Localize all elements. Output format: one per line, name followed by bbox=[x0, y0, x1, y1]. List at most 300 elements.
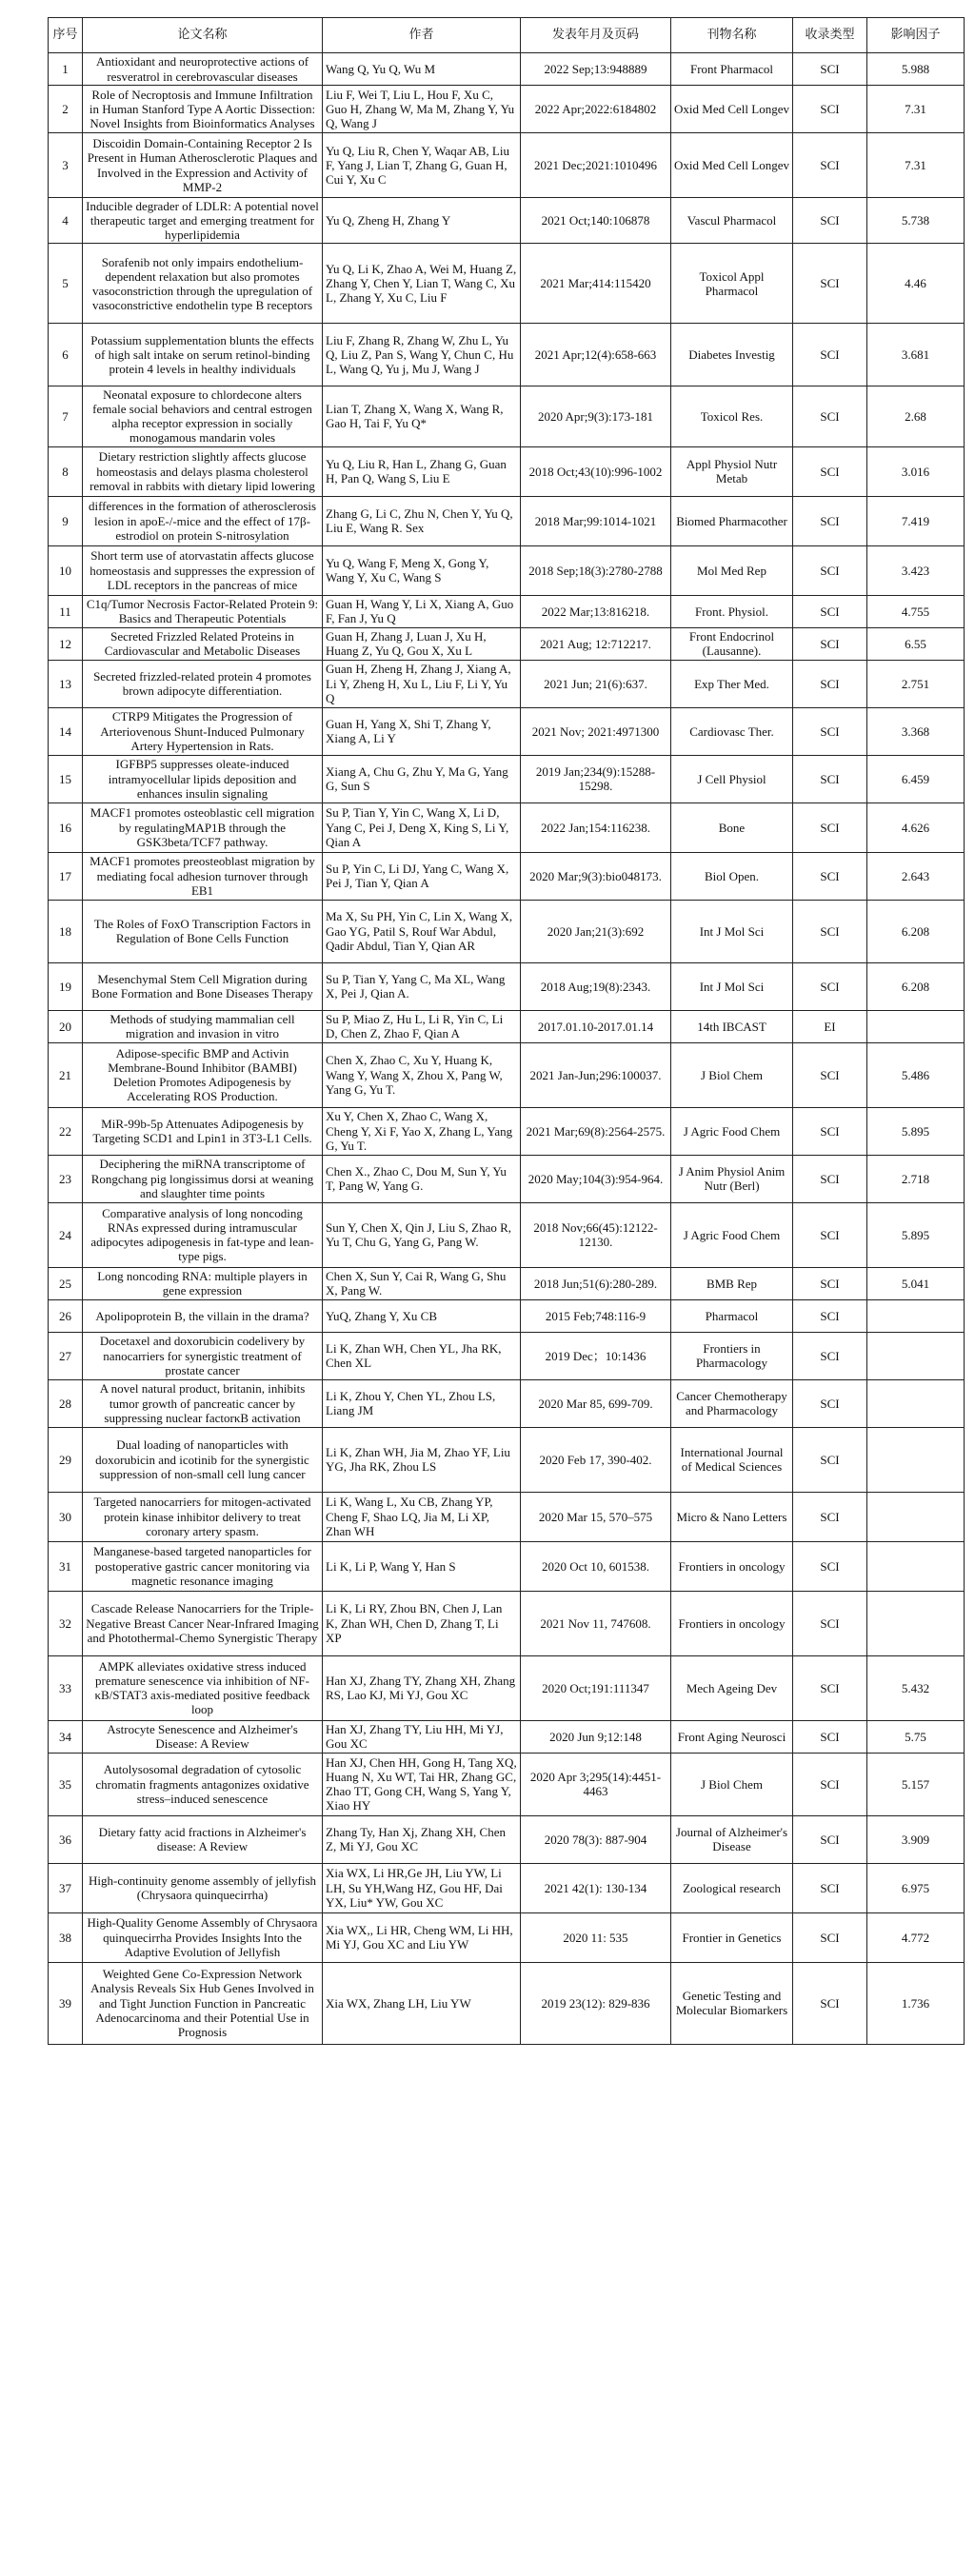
cell-no: 34 bbox=[49, 1720, 83, 1753]
table-row bbox=[49, 1107, 965, 1155]
table-row bbox=[49, 1379, 965, 1427]
cell-title: The Roles of FoxO Transcription Factors in Regulation of Bone Cells Function bbox=[83, 900, 323, 962]
cell-title: Docetaxel and doxorubicin codelivery by nanocarriers for synergistic treatment of prostate cancer bbox=[83, 1332, 323, 1379]
cell-authors: Lian T, Zhang X, Wang X, Wang R, Gao H, Tai F, Yu Q* bbox=[323, 386, 521, 446]
cell-journal: Int J Mol Sci bbox=[671, 900, 793, 962]
cell-authors: Sun Y, Chen X, Qin J, Liu S, Zhao R, Yu T, Chu G, Yang G, Pang W. bbox=[323, 1202, 521, 1267]
table-row bbox=[49, 1753, 965, 1815]
cell-title: Role of Necroptosis and Immune Infiltration in Human Stanford Type A Aortic Dissection: Novel Insights from Bioinformatics Analyses bbox=[83, 86, 323, 133]
cell-type: SCI bbox=[793, 446, 867, 496]
cell-title: Comparative analysis of long noncoding RNAs expressed during intramuscular adipocytes adipogenesis in fat-type and lean-type pigs. bbox=[83, 1202, 323, 1267]
cell-authors: Li K, Wang L, Xu CB, Zhang YP, Cheng F, Shao LQ, Jia M, Li XP, Zhan WH bbox=[323, 1492, 521, 1541]
cell-impact: 3.909 bbox=[867, 1815, 965, 1863]
cell-authors: Chen X, Zhao C, Xu Y, Huang K, Wang Y, Wang X, Zhou X, Pang W, Yang G, Yu T. bbox=[323, 1042, 521, 1107]
cell-title: Weighted Gene Co-Expression Network Analysis Reveals Six Hub Genes Involved in and Tight Junction Function in Pancreatic Adenocarcinoma and their Potential Use in Prognosis bbox=[83, 1962, 323, 2044]
cell-type: SCI bbox=[793, 1815, 867, 1863]
cell-authors: Guan H, Wang Y, Li X, Xiang A, Guo F, Fan J, Yu Q bbox=[323, 595, 521, 627]
cell-impact: 6.459 bbox=[867, 755, 965, 803]
cell-type: SCI bbox=[793, 1155, 867, 1202]
cell-date: 2018 Aug;19(8):2343. bbox=[521, 962, 671, 1010]
cell-journal: Frontier in Genetics bbox=[671, 1912, 793, 1962]
table-row bbox=[49, 133, 965, 198]
cell-no: 1 bbox=[49, 53, 83, 86]
cell-no: 6 bbox=[49, 324, 83, 386]
cell-impact: 2.643 bbox=[867, 852, 965, 900]
cell-type: SCI bbox=[793, 1591, 867, 1655]
cell-journal: Oxid Med Cell Longev bbox=[671, 86, 793, 133]
table-row bbox=[49, 627, 965, 660]
cell-type: SCI bbox=[793, 1753, 867, 1815]
cell-title: Cascade Release Nanocarriers for the Triple-Negative Breast Cancer Near-Infrared Imaging and Photothermal-Chemo Synergistic Therapy bbox=[83, 1591, 323, 1655]
cell-impact: 4.772 bbox=[867, 1912, 965, 1962]
cell-type: SCI bbox=[793, 244, 867, 324]
cell-date: 2022 Jan;154:116238. bbox=[521, 803, 671, 852]
table-row bbox=[49, 1541, 965, 1591]
table-row bbox=[49, 1655, 965, 1720]
cell-date: 2020 Jan;21(3):692 bbox=[521, 900, 671, 962]
table-row bbox=[49, 1042, 965, 1107]
cell-journal: Diabetes Investig bbox=[671, 324, 793, 386]
cell-no: 13 bbox=[49, 660, 83, 707]
cell-date: 2020 Mar;9(3):bio048173. bbox=[521, 852, 671, 900]
header-row bbox=[49, 18, 965, 53]
table-row bbox=[49, 755, 965, 803]
header-type: 收录类型 bbox=[793, 18, 867, 53]
cell-impact: 7.31 bbox=[867, 133, 965, 198]
header-title: 论文名称 bbox=[83, 18, 323, 53]
cell-date: 2019 Jan;234(9):15288-15298. bbox=[521, 755, 671, 803]
cell-impact bbox=[867, 1332, 965, 1379]
table-row bbox=[49, 1492, 965, 1541]
cell-authors: Li K, Zhan WH, Jia M, Zhao YF, Liu YG, Jha RK, Zhou LS bbox=[323, 1427, 521, 1492]
table-row bbox=[49, 1962, 965, 2044]
cell-authors: Su P, Yin C, Li DJ, Yang C, Wang X, Pei J, Tian Y, Qian A bbox=[323, 852, 521, 900]
cell-impact: 5.486 bbox=[867, 1042, 965, 1107]
cell-journal: Cancer Chemotherapy and Pharmacology bbox=[671, 1379, 793, 1427]
table-row bbox=[49, 962, 965, 1010]
cell-no: 2 bbox=[49, 86, 83, 133]
cell-authors: Yu Q, Zheng H, Zhang Y bbox=[323, 198, 521, 244]
cell-no: 20 bbox=[49, 1010, 83, 1042]
table-row bbox=[49, 660, 965, 707]
cell-type: SCI bbox=[793, 755, 867, 803]
cell-impact: 5.895 bbox=[867, 1202, 965, 1267]
table-row bbox=[49, 1155, 965, 1202]
table-row bbox=[49, 198, 965, 244]
cell-title: Mesenchymal Stem Cell Migration during Bone Formation and Bone Diseases Therapy bbox=[83, 962, 323, 1010]
cell-impact: 4.626 bbox=[867, 803, 965, 852]
table-row bbox=[49, 1720, 965, 1753]
cell-type: SCI bbox=[793, 86, 867, 133]
table-row bbox=[49, 1267, 965, 1299]
table-row bbox=[49, 53, 965, 86]
cell-date: 2015 Feb;748:116-9 bbox=[521, 1299, 671, 1332]
table-row bbox=[49, 386, 965, 446]
cell-impact bbox=[867, 1541, 965, 1591]
cell-type: SCI bbox=[793, 595, 867, 627]
cell-type: SCI bbox=[793, 545, 867, 595]
cell-title: Long noncoding RNA: multiple players in gene expression bbox=[83, 1267, 323, 1299]
cell-no: 28 bbox=[49, 1379, 83, 1427]
cell-date: 2018 Nov;66(45):12122-12130. bbox=[521, 1202, 671, 1267]
cell-authors: Liu F, Zhang R, Zhang W, Zhu L, Yu Q, Liu Z, Pan S, Wang Y, Chun C, Hu L, Wang Q, Yu j, Mu J, Wang J bbox=[323, 324, 521, 386]
cell-type: SCI bbox=[793, 627, 867, 660]
cell-journal: Front Endocrinol (Lausanne). bbox=[671, 627, 793, 660]
cell-no: 25 bbox=[49, 1267, 83, 1299]
cell-journal: Exp Ther Med. bbox=[671, 660, 793, 707]
table-row bbox=[49, 545, 965, 595]
cell-date: 2021 42(1): 130-134 bbox=[521, 1863, 671, 1912]
cell-journal: J Cell Physiol bbox=[671, 755, 793, 803]
cell-title: differences in the formation of atherosclerosis lesion in apoE-/-mice and the effect of 17β-estrodiol on protein S-nitrosylation bbox=[83, 496, 323, 545]
cell-title: Inducible degrader of LDLR: A potential novel therapeutic target and emerging treatment for hyperlipidemia bbox=[83, 198, 323, 244]
cell-no: 35 bbox=[49, 1753, 83, 1815]
table-row bbox=[49, 496, 965, 545]
cell-no: 38 bbox=[49, 1912, 83, 1962]
cell-date: 2021 Jan-Jun;296:100037. bbox=[521, 1042, 671, 1107]
cell-impact: 5.988 bbox=[867, 53, 965, 86]
cell-impact: 6.55 bbox=[867, 627, 965, 660]
cell-title: Dietary fatty acid fractions in Alzheimer's disease: A Review bbox=[83, 1815, 323, 1863]
cell-no: 14 bbox=[49, 707, 83, 755]
cell-date: 2021 Jun; 21(6):637. bbox=[521, 660, 671, 707]
cell-title: Adipose-specific BMP and Activin Membrane-Bound Inhibitor (BAMBI) Deletion Promotes Adipogenesis by Accelerating ROS Production. bbox=[83, 1042, 323, 1107]
table-row bbox=[49, 595, 965, 627]
cell-type: SCI bbox=[793, 1863, 867, 1912]
cell-impact: 2.751 bbox=[867, 660, 965, 707]
cell-authors: Guan H, Zheng H, Zhang J, Xiang A, Li Y, Zheng H, Xu L, Liu F, Li Y, Yu Q bbox=[323, 660, 521, 707]
cell-no: 24 bbox=[49, 1202, 83, 1267]
cell-title: Potassium supplementation blunts the effects of high salt intake on serum retinol-binding protein 4 levels in healthy individuals bbox=[83, 324, 323, 386]
cell-journal: Appl Physiol Nutr Metab bbox=[671, 446, 793, 496]
cell-authors: Su P, Tian Y, Yang C, Ma XL, Wang X, Pei J, Qian A. bbox=[323, 962, 521, 1010]
cell-impact: 5.75 bbox=[867, 1720, 965, 1753]
cell-journal: Genetic Testing and Molecular Biomarkers bbox=[671, 1962, 793, 2044]
cell-journal: Mol Med Rep bbox=[671, 545, 793, 595]
table-row bbox=[49, 803, 965, 852]
table-body bbox=[49, 53, 965, 2045]
cell-authors: Yu Q, Wang F, Meng X, Gong Y, Wang Y, Xu C, Wang S bbox=[323, 545, 521, 595]
cell-journal: J Biol Chem bbox=[671, 1753, 793, 1815]
cell-title: Targeted nanocarriers for mitogen-activated protein kinase inhibitor delivery to treat coronary artery spasm. bbox=[83, 1492, 323, 1541]
cell-type: SCI bbox=[793, 1655, 867, 1720]
cell-authors: Li K, Zhou Y, Chen YL, Zhou LS, Liang JM bbox=[323, 1379, 521, 1427]
cell-date: 2021 Oct;140:106878 bbox=[521, 198, 671, 244]
cell-title: CTRP9 Mitigates the Progression of Arteriovenous Shunt-Induced Pulmonary Artery Hypertension in Rats. bbox=[83, 707, 323, 755]
cell-journal: Toxicol Appl Pharmacol bbox=[671, 244, 793, 324]
cell-no: 3 bbox=[49, 133, 83, 198]
table-row bbox=[49, 1815, 965, 1863]
cell-date: 2021 Mar;414:115420 bbox=[521, 244, 671, 324]
cell-impact: 7.419 bbox=[867, 496, 965, 545]
table-header bbox=[49, 18, 965, 53]
cell-date: 2021 Apr;12(4):658-663 bbox=[521, 324, 671, 386]
cell-date: 2020 Mar 85, 699-709. bbox=[521, 1379, 671, 1427]
cell-type: SCI bbox=[793, 660, 867, 707]
cell-journal: J Agric Food Chem bbox=[671, 1202, 793, 1267]
cell-impact: 5.041 bbox=[867, 1267, 965, 1299]
table-row bbox=[49, 1010, 965, 1042]
cell-authors: Yu Q, Li K, Zhao A, Wei M, Huang Z, Zhang Y, Chen Y, Lian T, Wang C, Xu L, Zhang Y, Xu C, Liu F bbox=[323, 244, 521, 324]
cell-type: SCI bbox=[793, 900, 867, 962]
cell-no: 26 bbox=[49, 1299, 83, 1332]
cell-type: SCI bbox=[793, 496, 867, 545]
publication-table bbox=[48, 17, 965, 2045]
cell-type: SCI bbox=[793, 1202, 867, 1267]
cell-title: High-Quality Genome Assembly of Chrysaora quinquecirrha Provides Insights Into the Adaptive Evolution of Jellyfish bbox=[83, 1912, 323, 1962]
cell-no: 7 bbox=[49, 386, 83, 446]
cell-impact: 5.157 bbox=[867, 1753, 965, 1815]
cell-no: 17 bbox=[49, 852, 83, 900]
cell-date: 2018 Jun;51(6):280-289. bbox=[521, 1267, 671, 1299]
cell-journal: Mech Ageing Dev bbox=[671, 1655, 793, 1720]
cell-date: 2020 Mar 15, 570–575 bbox=[521, 1492, 671, 1541]
cell-no: 29 bbox=[49, 1427, 83, 1492]
cell-impact: 7.31 bbox=[867, 86, 965, 133]
table-row bbox=[49, 707, 965, 755]
cell-journal: Front Pharmacol bbox=[671, 53, 793, 86]
cell-type: SCI bbox=[793, 324, 867, 386]
cell-impact bbox=[867, 1010, 965, 1042]
cell-type: SCI bbox=[793, 1267, 867, 1299]
cell-authors: Guan H, Zhang J, Luan J, Xu H, Huang Z, Yu Q, Gou X, Xu L bbox=[323, 627, 521, 660]
cell-date: 2020 May;104(3):954-964. bbox=[521, 1155, 671, 1202]
cell-impact bbox=[867, 1492, 965, 1541]
cell-impact: 2.68 bbox=[867, 386, 965, 446]
cell-date: 2017.01.10-2017.01.14 bbox=[521, 1010, 671, 1042]
cell-title: Apolipoprotein B, the villain in the drama? bbox=[83, 1299, 323, 1332]
cell-no: 37 bbox=[49, 1863, 83, 1912]
cell-authors: Xiang A, Chu G, Zhu Y, Ma G, Yang G, Sun S bbox=[323, 755, 521, 803]
cell-journal: Frontiers in oncology bbox=[671, 1591, 793, 1655]
cell-no: 39 bbox=[49, 1962, 83, 2044]
cell-authors: Han XJ, Zhang TY, Liu HH, Mi YJ, Gou XC bbox=[323, 1720, 521, 1753]
cell-authors: Chen X., Zhao C, Dou M, Sun Y, Yu T, Pang W, Yang G. bbox=[323, 1155, 521, 1202]
cell-no: 15 bbox=[49, 755, 83, 803]
cell-date: 2020 11: 535 bbox=[521, 1912, 671, 1962]
cell-impact: 4.46 bbox=[867, 244, 965, 324]
cell-no: 36 bbox=[49, 1815, 83, 1863]
cell-title: Secreted frizzled-related protein 4 promotes brown adipocyte differentiation. bbox=[83, 660, 323, 707]
cell-authors: Su P, Miao Z, Hu L, Li R, Yin C, Li D, Chen Z, Zhao F, Qian A bbox=[323, 1010, 521, 1042]
cell-journal: Biol Open. bbox=[671, 852, 793, 900]
cell-title: MACF1 promotes osteoblastic cell migration by regulatingMAP1B through the GSK3beta/TCF7 pathway. bbox=[83, 803, 323, 852]
cell-date: 2020 Feb 17, 390-402. bbox=[521, 1427, 671, 1492]
cell-impact: 3.681 bbox=[867, 324, 965, 386]
cell-authors: Yu Q, Liu R, Chen Y, Waqar AB, Liu F, Yang J, Lian T, Zhang G, Guan H, Cui Y, Xu C bbox=[323, 133, 521, 198]
cell-date: 2021 Nov 11, 747608. bbox=[521, 1591, 671, 1655]
cell-impact: 5.895 bbox=[867, 1107, 965, 1155]
cell-type: SCI bbox=[793, 707, 867, 755]
cell-date: 2021 Mar;69(8):2564-2575. bbox=[521, 1107, 671, 1155]
cell-title: Sorafenib not only impairs endothelium-dependent relaxation but also promotes vasoconstriction through the upregulation of vasoconstrictive endothelin type B receptors bbox=[83, 244, 323, 324]
cell-no: 21 bbox=[49, 1042, 83, 1107]
table-row bbox=[49, 1427, 965, 1492]
table-row bbox=[49, 1332, 965, 1379]
cell-title: High-continuity genome assembly of jellyfish (Chrysaora quinquecirrha) bbox=[83, 1863, 323, 1912]
cell-authors: Ma X, Su PH, Yin C, Lin X, Wang X, Gao YG, Patil S, Rouf War Abdul, Qadir Abdul, Tian Y, Qian AR bbox=[323, 900, 521, 962]
cell-authors: Yu Q, Liu R, Han L, Zhang G, Guan H, Pan Q, Wang S, Liu E bbox=[323, 446, 521, 496]
cell-journal: International Journal of Medical Sciences bbox=[671, 1427, 793, 1492]
table-row bbox=[49, 1591, 965, 1655]
cell-type: SCI bbox=[793, 1332, 867, 1379]
cell-no: 12 bbox=[49, 627, 83, 660]
cell-impact: 6.975 bbox=[867, 1863, 965, 1912]
cell-title: AMPK alleviates oxidative stress induced premature senescence via inhibition of NF-κB/STAT3 axis-mediated positive feedback loop bbox=[83, 1655, 323, 1720]
cell-title: MiR-99b-5p Attenuates Adipogenesis by Targeting SCD1 and Lpin1 in 3T3-L1 Cells. bbox=[83, 1107, 323, 1155]
cell-type: SCI bbox=[793, 53, 867, 86]
cell-date: 2020 Apr 3;295(14):4451-4463 bbox=[521, 1753, 671, 1815]
cell-title: Dietary restriction slightly affects glucose homeostasis and delays plasma cholesterol removal in rabbits with dietary lipid lowering bbox=[83, 446, 323, 496]
cell-impact: 6.208 bbox=[867, 962, 965, 1010]
cell-no: 23 bbox=[49, 1155, 83, 1202]
cell-title: Astrocyte Senescence and Alzheimer's Disease: A Review bbox=[83, 1720, 323, 1753]
cell-title: Antioxidant and neuroprotective actions of resveratrol in cerebrovascular diseases bbox=[83, 53, 323, 86]
cell-type: SCI bbox=[793, 386, 867, 446]
cell-no: 33 bbox=[49, 1655, 83, 1720]
cell-authors: YuQ, Zhang Y, Xu CB bbox=[323, 1299, 521, 1332]
cell-type: SCI bbox=[793, 1492, 867, 1541]
cell-authors: Xia WX, Li HR,Ge JH, Liu YW, Li LH, Su YH,Wang HZ, Gou HF, Dai YX, Liu* YW, Gou XC bbox=[323, 1863, 521, 1912]
cell-journal: 14th IBCAST bbox=[671, 1010, 793, 1042]
cell-authors: Wang Q, Yu Q, Wu M bbox=[323, 53, 521, 86]
cell-journal: J Agric Food Chem bbox=[671, 1107, 793, 1155]
cell-authors: Xu Y, Chen X, Zhao C, Wang X, Cheng Y, Xi F, Yao X, Zhang L, Yang G, Yu T. bbox=[323, 1107, 521, 1155]
cell-type: SCI bbox=[793, 1427, 867, 1492]
cell-date: 2019 23(12): 829-836 bbox=[521, 1962, 671, 2044]
cell-authors: Li K, Li P, Wang Y, Han S bbox=[323, 1541, 521, 1591]
cell-journal: Front. Physiol. bbox=[671, 595, 793, 627]
cell-authors: Zhang G, Li C, Zhu N, Chen Y, Yu Q, Liu E, Wang R. Sex bbox=[323, 496, 521, 545]
cell-no: 10 bbox=[49, 545, 83, 595]
cell-title: MACF1 promotes preosteoblast migration by mediating focal adhesion turnover through EB1 bbox=[83, 852, 323, 900]
cell-no: 19 bbox=[49, 962, 83, 1010]
cell-authors: Zhang Ty, Han Xj, Zhang XH, Chen Z, Mi YJ, Gou XC bbox=[323, 1815, 521, 1863]
cell-title: Neonatal exposure to chlordecone alters female social behaviors and central estrogen alpha receptor expression in socially monogamous mandarin voles bbox=[83, 386, 323, 446]
cell-journal: BMB Rep bbox=[671, 1267, 793, 1299]
cell-journal: Vascul Pharmacol bbox=[671, 198, 793, 244]
cell-impact bbox=[867, 1427, 965, 1492]
cell-type: SCI bbox=[793, 198, 867, 244]
cell-authors: Li K, Zhan WH, Chen YL, Jha RK, Chen XL bbox=[323, 1332, 521, 1379]
cell-type: SCI bbox=[793, 1720, 867, 1753]
header-impact: 影响因子 bbox=[867, 18, 965, 53]
table-row bbox=[49, 244, 965, 324]
cell-type: SCI bbox=[793, 962, 867, 1010]
cell-journal: Journal of Alzheimer's Disease bbox=[671, 1815, 793, 1863]
table-row bbox=[49, 852, 965, 900]
cell-type: SCI bbox=[793, 1379, 867, 1427]
cell-impact bbox=[867, 1591, 965, 1655]
cell-type: SCI bbox=[793, 1042, 867, 1107]
cell-journal: Toxicol Res. bbox=[671, 386, 793, 446]
table-row bbox=[49, 1912, 965, 1962]
cell-impact: 1.736 bbox=[867, 1962, 965, 2044]
cell-no: 16 bbox=[49, 803, 83, 852]
cell-no: 9 bbox=[49, 496, 83, 545]
table-row bbox=[49, 1202, 965, 1267]
table-row bbox=[49, 1299, 965, 1332]
cell-journal: Pharmacol bbox=[671, 1299, 793, 1332]
cell-date: 2019 Dec；10:1436 bbox=[521, 1332, 671, 1379]
cell-no: 5 bbox=[49, 244, 83, 324]
cell-impact: 3.016 bbox=[867, 446, 965, 496]
cell-no: 8 bbox=[49, 446, 83, 496]
cell-authors: Chen X, Sun Y, Cai R, Wang G, Shu X, Pang W. bbox=[323, 1267, 521, 1299]
cell-type: EI bbox=[793, 1010, 867, 1042]
table-row bbox=[49, 86, 965, 133]
cell-date: 2020 Oct;191:111347 bbox=[521, 1655, 671, 1720]
cell-title: Discoidin Domain-Containing Receptor 2 Is Present in Human Atherosclerotic Plaques and Involved in the Expression and Activity of MMP-2 bbox=[83, 133, 323, 198]
cell-date: 2018 Mar;99:1014-1021 bbox=[521, 496, 671, 545]
header-date: 发表年月及页码 bbox=[521, 18, 671, 53]
cell-title: Manganese-based targeted nanoparticles for postoperative gastric cancer monitoring via magnetic resonance imaging bbox=[83, 1541, 323, 1591]
cell-title: Deciphering the miRNA transcriptome of Rongchang pig longissimus dorsi at weaning and slaughter time points bbox=[83, 1155, 323, 1202]
cell-authors: Su P, Tian Y, Yin C, Wang X, Li D, Yang C, Pei J, Deng X, King S, Li Y, Qian A bbox=[323, 803, 521, 852]
cell-type: SCI bbox=[793, 1541, 867, 1591]
cell-no: 30 bbox=[49, 1492, 83, 1541]
cell-journal: Biomed Pharmacother bbox=[671, 496, 793, 545]
cell-authors: Li K, Li RY, Zhou BN, Chen J, Lan K, Zhan WH, Chen D, Zhang T, Li XP bbox=[323, 1591, 521, 1655]
cell-date: 2018 Oct;43(10):996-1002 bbox=[521, 446, 671, 496]
cell-no: 4 bbox=[49, 198, 83, 244]
cell-type: SCI bbox=[793, 1299, 867, 1332]
cell-date: 2020 78(3): 887-904 bbox=[521, 1815, 671, 1863]
cell-date: 2022 Mar;13:816218. bbox=[521, 595, 671, 627]
cell-journal: Cardiovasc Ther. bbox=[671, 707, 793, 755]
cell-authors: Guan H, Yang X, Shi T, Zhang Y, Xiang A, Li Y bbox=[323, 707, 521, 755]
cell-date: 2020 Jun 9;12:148 bbox=[521, 1720, 671, 1753]
cell-no: 11 bbox=[49, 595, 83, 627]
cell-type: SCI bbox=[793, 852, 867, 900]
table-row bbox=[49, 446, 965, 496]
cell-date: 2018 Sep;18(3):2780-2788 bbox=[521, 545, 671, 595]
cell-authors: Xia WX, Zhang LH, Liu YW bbox=[323, 1962, 521, 2044]
cell-journal: J Anim Physiol Anim Nutr (Berl) bbox=[671, 1155, 793, 1202]
table-row bbox=[49, 324, 965, 386]
cell-impact: 5.432 bbox=[867, 1655, 965, 1720]
cell-no: 31 bbox=[49, 1541, 83, 1591]
cell-title: Short term use of atorvastatin affects glucose homeostasis and suppresses the expression of LDL receptors in the pancreas of mice bbox=[83, 545, 323, 595]
cell-journal: J Biol Chem bbox=[671, 1042, 793, 1107]
cell-date: 2022 Sep;13:948889 bbox=[521, 53, 671, 86]
cell-title: IGFBP5 suppresses oleate-induced intramyocellular lipids deposition and enhances insulin signaling bbox=[83, 755, 323, 803]
table-row bbox=[49, 1863, 965, 1912]
cell-journal: Frontiers in Pharmacology bbox=[671, 1332, 793, 1379]
cell-impact bbox=[867, 1299, 965, 1332]
cell-date: 2021 Dec;2021:1010496 bbox=[521, 133, 671, 198]
cell-title: Autolysosomal degradation of cytosolic chromatin fragments antagonizes oxidative stress–induced senescence bbox=[83, 1753, 323, 1815]
cell-journal: Oxid Med Cell Longev bbox=[671, 133, 793, 198]
cell-impact: 2.718 bbox=[867, 1155, 965, 1202]
cell-impact: 3.368 bbox=[867, 707, 965, 755]
cell-type: SCI bbox=[793, 803, 867, 852]
cell-type: SCI bbox=[793, 1962, 867, 2044]
cell-impact: 5.738 bbox=[867, 198, 965, 244]
cell-title: A novel natural product, britanin, inhibits tumor growth of pancreatic cancer by suppressing nuclear factorκB activation bbox=[83, 1379, 323, 1427]
cell-no: 32 bbox=[49, 1591, 83, 1655]
cell-date: 2020 Oct 10, 601538. bbox=[521, 1541, 671, 1591]
cell-no: 27 bbox=[49, 1332, 83, 1379]
cell-authors: Xia WX,, Li HR, Cheng WM, Li HH, Mi YJ, Gou XC and Liu YW bbox=[323, 1912, 521, 1962]
cell-title: Methods of studying mammalian cell migration and invasion in vitro bbox=[83, 1010, 323, 1042]
cell-journal: Bone bbox=[671, 803, 793, 852]
cell-type: SCI bbox=[793, 133, 867, 198]
header-no: 序号 bbox=[49, 18, 83, 53]
cell-impact: 3.423 bbox=[867, 545, 965, 595]
table-row bbox=[49, 900, 965, 962]
header-journal: 刊物名称 bbox=[671, 18, 793, 53]
